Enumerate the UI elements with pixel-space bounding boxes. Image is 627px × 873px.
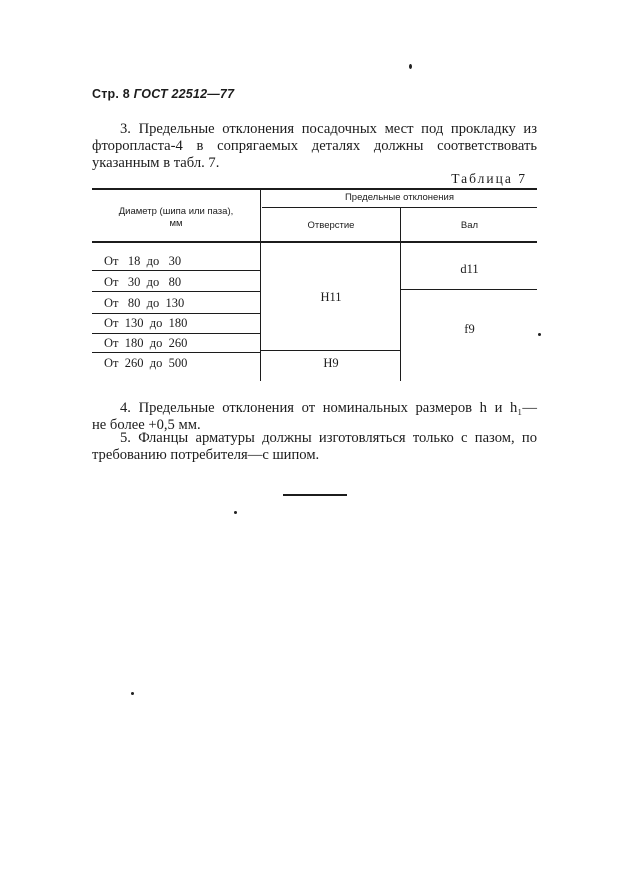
table-row-diameter: От 30 до 80 xyxy=(104,275,182,289)
row-rule xyxy=(92,291,260,292)
column-header-diameter xyxy=(92,206,260,230)
paragraph-3-line-1: 3. Предельные отклонения посадочных мест под прокладку из xyxy=(120,121,537,137)
table-row-diameter: От 130 до 180 xyxy=(104,316,188,330)
shaft-value-d11: d11 xyxy=(460,262,479,276)
table-divider-2 xyxy=(400,207,401,381)
table-row-diameter: От 260 до 500 xyxy=(104,356,188,370)
page-header xyxy=(92,87,234,101)
paragraph-3 xyxy=(92,121,537,172)
table-divider-1 xyxy=(260,188,261,381)
paragraph-5-line-1: 5. Фланцы арматуры должны изготовляться только с пазом, по xyxy=(120,430,537,446)
row-rule xyxy=(92,352,260,353)
table-row-diameter: От 80 до 130 xyxy=(104,296,185,310)
paragraph-4-line-2: не более +0,5 мм. xyxy=(92,417,201,433)
table-top-rule xyxy=(92,188,537,190)
table-row-diameter: От 18 до 30 xyxy=(104,254,182,268)
scan-speck xyxy=(131,692,134,695)
row-rule xyxy=(92,313,260,314)
column-header-diameter-line-2: мм xyxy=(169,218,183,229)
page-number: Стр. 8 xyxy=(92,87,130,101)
shaft-group-rule xyxy=(400,289,537,290)
row-rule xyxy=(92,333,260,334)
hole-group-rule xyxy=(260,350,400,351)
scan-speck xyxy=(234,511,237,514)
paragraph-5-line-2: требованию потребителя—с шипом. xyxy=(92,447,320,463)
scan-speck xyxy=(409,64,412,69)
paragraph-4 xyxy=(92,400,537,434)
column-header-diameter-line-1: Диаметр (шипа или паза), xyxy=(118,206,234,217)
end-rule xyxy=(283,494,347,496)
scan-speck xyxy=(538,333,541,336)
hole-value-h11: H11 xyxy=(320,290,342,304)
hole-value-h9: H9 xyxy=(323,356,339,370)
paragraph-3-line-3: указанным в табл. 7. xyxy=(92,155,220,171)
table-caption: Таблица 7 xyxy=(451,171,527,186)
column-header-hole: Отверстие xyxy=(307,220,355,231)
shaft-value-f9: f9 xyxy=(464,322,475,336)
column-header-shaft: Вал xyxy=(460,220,479,231)
standard-number: ГОСТ 22512—77 xyxy=(133,87,235,101)
paragraph-4-line-1: 4. Предельные отклонения от номинальных размеров h и h₁— xyxy=(120,400,537,416)
column-group-header: Предельные отклонения xyxy=(344,192,455,203)
table-row-diameter: От 180 до 260 xyxy=(104,336,188,350)
table-header-rule xyxy=(92,241,537,243)
paragraph-5 xyxy=(92,430,537,464)
row-rule xyxy=(92,270,260,271)
paragraph-3-line-2: фторопласта-4 в сопрягаемых деталях должны соответствовать xyxy=(92,138,537,154)
